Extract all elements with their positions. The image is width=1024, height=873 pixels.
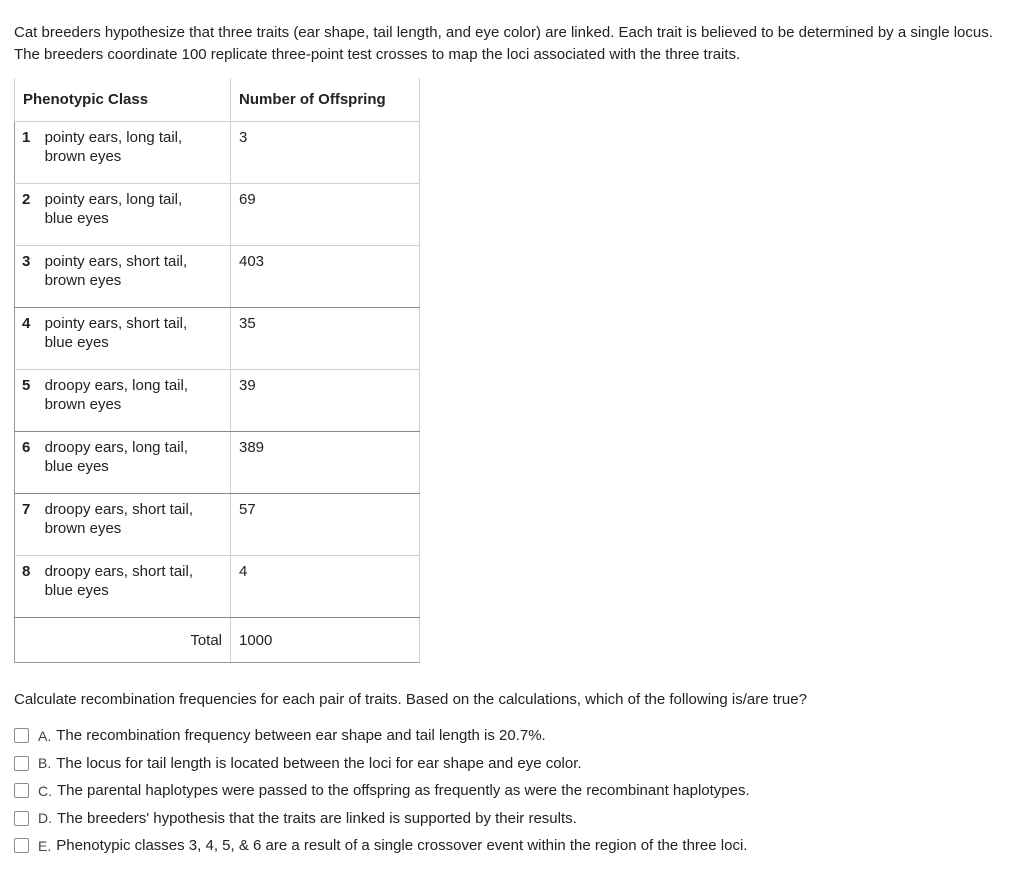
option-b-checkbox[interactable]: [14, 756, 29, 771]
option-letter: D.: [38, 810, 52, 827]
description-line-2: blue eyes: [44, 210, 109, 227]
answer-options: [14, 722, 750, 860]
offspring-count: 403: [231, 246, 420, 308]
option-letter: B.: [38, 755, 52, 772]
class-number: 7: [15, 494, 37, 556]
class-description: [37, 494, 231, 556]
option-b[interactable]: [14, 750, 750, 778]
description-line-1: pointy ears, short tail,: [44, 315, 188, 332]
header-phenotypic-class: Phenotypic Class: [15, 78, 231, 122]
offspring-count: 3: [231, 122, 420, 184]
description-line-1: droopy ears, short tail,: [44, 563, 193, 580]
description-line-1: droopy ears, long tail,: [44, 439, 189, 456]
description-line-1: droopy ears, short tail,: [44, 501, 193, 518]
table-row: [15, 246, 420, 308]
class-number: 1: [15, 122, 37, 184]
total-row: [15, 618, 420, 663]
description-line-1: pointy ears, long tail,: [44, 191, 183, 208]
table-row: [15, 556, 420, 618]
question-prompt: Calculate recombination frequencies for each pair of traits. Based on the calculations, which of the following is/are true?: [14, 691, 807, 708]
class-number: 2: [15, 184, 37, 246]
option-text: The parental haplotypes were passed to the offspring as frequently as were the recombinant haplotypes.: [57, 782, 750, 800]
offspring-count: 69: [231, 184, 420, 246]
offspring-count: 4: [231, 556, 420, 618]
table-row: [15, 308, 420, 370]
option-d[interactable]: [14, 805, 750, 833]
table-row: [15, 122, 420, 184]
table-row: [15, 432, 420, 494]
option-text: The locus for tail length is located between the loci for ear shape and eye color.: [56, 754, 582, 772]
option-text: Phenotypic classes 3, 4, 5, & 6 are a result of a single crossover event within the region of the three loci.: [56, 837, 748, 855]
total-label: Total: [15, 618, 231, 663]
description-line-2: brown eyes: [44, 396, 122, 413]
class-description: [37, 122, 231, 184]
total-value: 1000: [231, 618, 420, 663]
class-number: 4: [15, 308, 37, 370]
offspring-count: 39: [231, 370, 420, 432]
description-line-2: blue eyes: [44, 582, 109, 599]
option-letter: E.: [38, 837, 52, 854]
table-row: [15, 184, 420, 246]
table-header-row: [15, 78, 420, 122]
table-row: [15, 370, 420, 432]
option-letter: C.: [38, 782, 52, 799]
description-line-1: pointy ears, long tail,: [44, 129, 183, 146]
class-description: [37, 308, 231, 370]
option-c-checkbox[interactable]: [14, 783, 29, 798]
description-line-1: droopy ears, long tail,: [44, 377, 189, 394]
table-row: [15, 494, 420, 556]
option-c[interactable]: [14, 777, 750, 805]
offspring-count: 35: [231, 308, 420, 370]
option-e[interactable]: [14, 832, 750, 860]
option-letter: A.: [38, 727, 52, 744]
class-number: 3: [15, 246, 37, 308]
option-d-checkbox[interactable]: [14, 811, 29, 826]
class-description: [37, 556, 231, 618]
class-description: [37, 432, 231, 494]
option-a[interactable]: [14, 722, 750, 750]
option-text: The breeders' hypothesis that the traits are linked is supported by their results.: [57, 809, 577, 827]
phenotype-table: [14, 78, 420, 663]
description-line-2: brown eyes: [44, 148, 122, 165]
class-number: 5: [15, 370, 37, 432]
intro-text: Cat breeders hypothesize that three traits (ear shape, tail length, and eye color) are linked. Each trait is believed to be determined by a single locus. The breeders coordinate 100 replicate three-point test crosses to map the loci associated with the three traits.: [14, 24, 993, 63]
offspring-count: 389: [231, 432, 420, 494]
description-line-2: brown eyes: [44, 520, 122, 537]
class-description: [37, 370, 231, 432]
option-e-checkbox[interactable]: [14, 838, 29, 853]
header-number-of-offspring: Number of Offspring: [231, 78, 420, 122]
option-text: The recombination frequency between ear shape and tail length is 20.7%.: [56, 727, 546, 745]
description-line-2: brown eyes: [44, 272, 122, 289]
class-description: [37, 246, 231, 308]
description-line-2: blue eyes: [44, 458, 109, 475]
class-description: [37, 184, 231, 246]
offspring-count: 57: [231, 494, 420, 556]
description-line-1: pointy ears, short tail,: [44, 253, 188, 270]
description-line-2: blue eyes: [44, 334, 109, 351]
class-number: 6: [15, 432, 37, 494]
class-number: 8: [15, 556, 37, 618]
option-a-checkbox[interactable]: [14, 728, 29, 743]
